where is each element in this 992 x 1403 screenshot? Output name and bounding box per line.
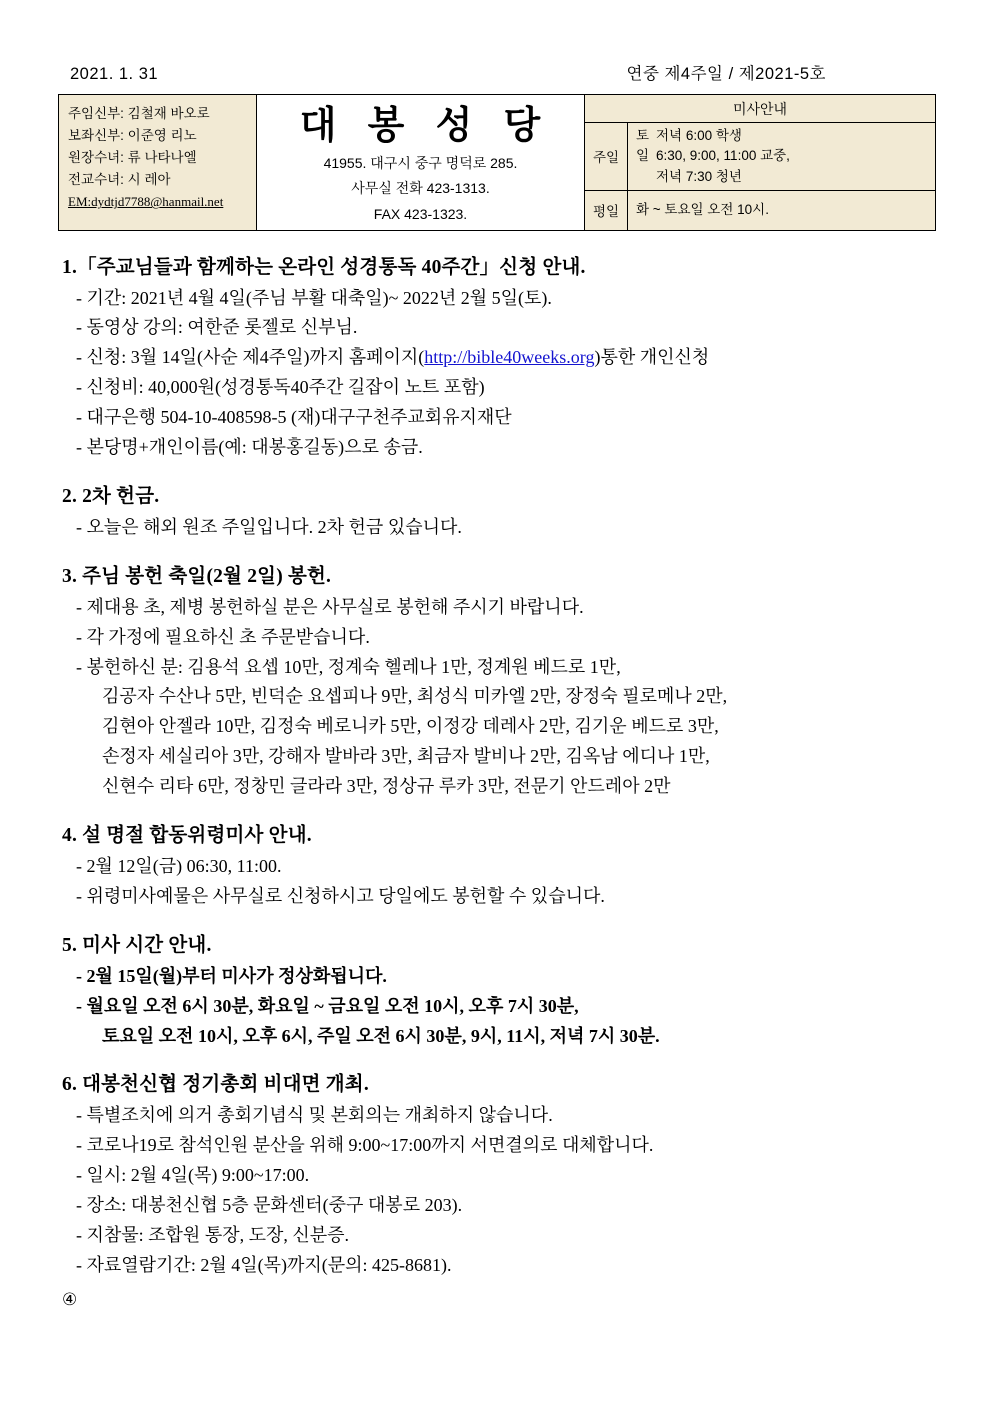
staff-block	[59, 95, 257, 230]
mass-time-sun: 6:30, 9:00, 11:00 교중,	[656, 148, 790, 164]
church-phone: 사무실 전화 423-1313.	[351, 180, 490, 197]
staff-superior-sister: 원장수녀: 류 나타나엘	[68, 149, 197, 165]
section-line: - 2월 15일(월)부터 미사가 정상화됩니다.	[76, 965, 387, 986]
section-line: - 신청비: 40,000원(성경통독40주간 길잡이 노트 포함)	[76, 377, 485, 398]
section-title: 5. 미사 시간 안내.	[62, 934, 212, 956]
staff-assistant: 보좌신부: 이준영 리노	[68, 127, 197, 143]
section-line: - 특별조치에 의거 총회기념식 및 본회의는 개최하지 않습니다.	[76, 1105, 553, 1126]
church-title-block	[257, 95, 585, 230]
church-fax: FAX 423-1323.	[373, 205, 468, 222]
section-title: 1.「주교님들과 함께하는 온라인 성경통독 40주간」신청 안내.	[62, 256, 586, 278]
header-date: 2021. 1. 31	[70, 65, 159, 83]
mass-row-weekday	[585, 191, 935, 230]
mass-schedule-title: 미사안내	[585, 95, 935, 123]
section-line: - 월요일 오전 6시 30분, 화요일 ~ 금요일 오전 10시, 오후 7시 30분,	[76, 995, 579, 1016]
page-number: ④	[62, 1289, 78, 1309]
section-title: 3. 주님 봉헌 축일(2월 2일) 봉헌.	[62, 565, 332, 587]
page-header	[58, 60, 934, 84]
mass-day-sun: 일	[636, 148, 650, 164]
mass-row-body-weekday	[628, 191, 935, 230]
section-title: 6. 대봉천신협 정기총회 비대면 개최.	[62, 1074, 369, 1096]
section-line: 토요일 오전 10시, 오후 6시, 주일 오전 6시 30분, 9시, 11시, 저녁 7시 30분.	[102, 1025, 660, 1046]
mass-row-sunday	[585, 123, 935, 191]
section-line: - 오늘은 해외 원조 주일입니다. 2차 헌금 있습니다.	[76, 516, 462, 537]
section-line: - 대구은행 504-10-408598-5 (재)대구구천주교회유지재단	[76, 407, 512, 428]
section-line: - 코로나19로 참석인원 분산을 위해 9:00~17:00까지 서면결의로 대체합니다.	[76, 1135, 654, 1156]
mass-time-sun-evening: 저녁 7:30 청년	[656, 168, 742, 184]
section-line: - 위령미사예물은 사무실로 신청하시고 당일에도 봉헌할 수 있습니다.	[76, 885, 605, 906]
section-line: - 제대용 초, 제병 봉헌하실 분은 사무실로 봉헌해 주시기 바랍니다.	[76, 596, 584, 617]
church-name: 대 봉 성 당	[299, 102, 550, 147]
section-line: 손정자 세실리아 3만, 강해자 발바라 3만, 최금자 발비나 2만, 김옥남 에디나 1만,	[102, 746, 710, 767]
section-title: 2. 2차 헌금.	[62, 485, 160, 507]
mass-row-label-weekday: 평일	[585, 191, 628, 230]
mass-row-label-sunday: 주일	[585, 123, 628, 190]
section-line: - 동영상 강의: 여한준 롯젤로 신부님.	[76, 317, 358, 338]
section-line: - 본당명+개인이름(예: 대봉홍길동)으로 송금.	[76, 437, 423, 458]
contact-email: EM:dydtjd7788@hanmail.net	[68, 194, 224, 210]
bible40weeks-link[interactable]: http://bible40weeks.org	[424, 347, 595, 368]
mass-schedule-block	[585, 95, 935, 230]
header-issue: 연중 제4주일 / 제2021-5호	[626, 65, 826, 83]
section-line: - 2월 12일(금) 06:30, 11:00.	[76, 856, 282, 877]
masthead-table	[58, 94, 936, 231]
staff-pastor: 주임신부: 김철재 바오로	[68, 106, 210, 121]
section-line: 신현수 리타 6만, 정창민 글라라 3만, 정상규 루카 3만, 전문기 안드레아 2만	[102, 776, 671, 797]
mass-time-sat: 저녁 6:00 학생	[656, 128, 742, 143]
section-line: - 각 가정에 필요하신 초 주문받습니다.	[76, 626, 370, 647]
mass-row-body-sunday	[628, 123, 935, 190]
section-line: 김공자 수산나 5만, 빈덕순 요셉피나 9만, 최성식 미카엘 2만, 장정숙 필로메나 2만,	[102, 686, 728, 707]
church-address: 41955. 대구시 중구 명덕로 285.	[323, 154, 518, 171]
section-line: - 기간: 2021년 4월 4일(주님 부활 대축일)~ 2022년 2월 5일(토).	[76, 287, 552, 308]
section-line: - 일시: 2월 4일(목) 9:00~17:00.	[76, 1165, 310, 1186]
section-line: 김현아 안젤라 10만, 김정숙 베로니카 5만, 이정강 데레사 2만, 김기운 베드로 3만,	[102, 716, 719, 737]
section-line: - 봉헌하신 분: 김용석 요셉 10만, 정계숙 헬레나 1만, 정계원 베드로 1만,	[76, 656, 621, 677]
mass-time-weekday: 화 ~ 토요일 오전 10시.	[636, 202, 769, 218]
mass-day-sun-extra	[636, 167, 656, 187]
section-line: - 장소: 대봉천신협 5층 문화센터(중구 대봉로 203).	[76, 1195, 463, 1216]
staff-mission-sister: 전교수녀: 시 레아	[68, 171, 171, 187]
section-line: - 자료열람기간: 2월 4일(목)까지(문의: 425-8681).	[76, 1254, 452, 1275]
mass-day-sat: 토	[636, 128, 650, 143]
section-title: 4. 설 명절 합동위령미사 안내.	[62, 825, 312, 847]
announcements-body	[58, 251, 934, 1280]
section-line: - 지참물: 조합원 통장, 도장, 신분증.	[76, 1225, 350, 1246]
section-line[interactable]: - 신청: 3월 14일(사순 제4주일)까지 홈페이지(http://bible40weeks.org)통한 개인신청	[76, 347, 710, 368]
